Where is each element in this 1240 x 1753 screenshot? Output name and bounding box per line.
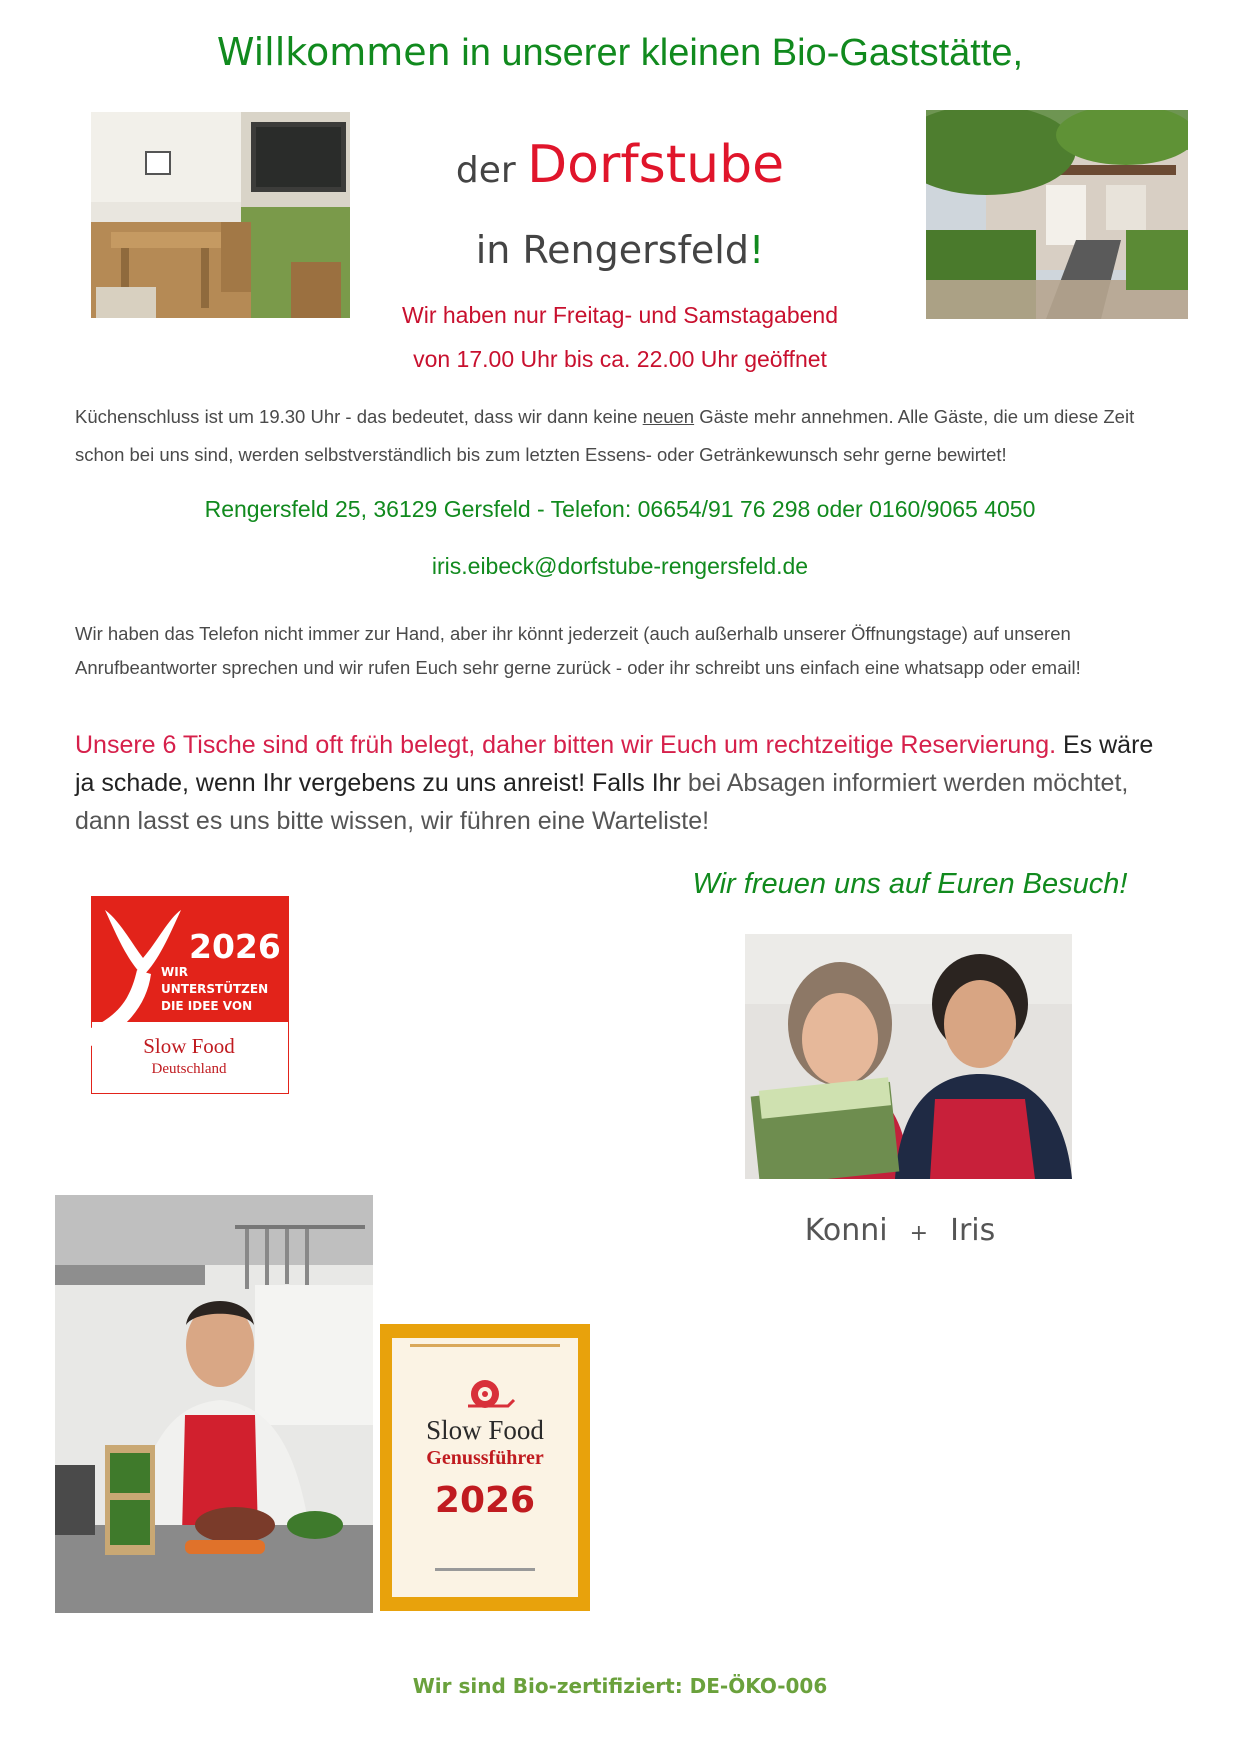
place-name: in Rengersfeld (475, 228, 749, 272)
address-phone: Rengersfeld 25, 36129 Gersfeld - Telefon: 06654/91 76 298 oder 0160/9065 4050 (204, 496, 1036, 522)
owners-photo (745, 934, 1072, 1179)
reservation-text (75, 726, 1175, 840)
owner-name-first: Konni (804, 1213, 888, 1248)
opening-days: Wir haben nur Freitag- und Samstagabend (402, 302, 838, 328)
guide-title: Genussführer (426, 1447, 544, 1469)
kitchen-text-part2: Gäste mehr annehmen. Alle Gäste, die um diese Zeit schon bei uns sind, werden selbstverständlich bis zum letzten Essens- oder Getränkewunsch sehr gerne bewirtet! (75, 406, 1135, 465)
article-der: der (455, 150, 528, 191)
restaurant-name: Dorfstube (527, 135, 785, 195)
guide-book-cover (380, 1324, 590, 1611)
place-line (400, 228, 840, 272)
exterior-photo (926, 110, 1188, 319)
guide-year: 2026 (434, 1480, 536, 1521)
badge-line2: UNTERSTÜTZEN (161, 982, 269, 996)
chef-photo (55, 1195, 373, 1613)
badge-brand: Slow Food (143, 1034, 235, 1058)
restaurant-name-line (400, 135, 840, 195)
opening-times: von 17.00 Uhr bis ca. 22.00 Uhr geöffnet (413, 346, 827, 372)
owner-names-plus: + (909, 1221, 929, 1246)
kitchen-closing-text (75, 398, 1175, 474)
reservation-part3: bei Absagen informiert werden möchtet, dann lasst es uns bitte wissen, wir führen eine Warteliste! (75, 769, 1129, 835)
page-title (0, 30, 1240, 75)
kitchen-text-part1: Küchenschluss ist um 19.30 Uhr - das bedeutet, dass wir dann keine (75, 406, 643, 427)
welcome-message: Wir freuen uns auf Euren Besuch! (692, 868, 1128, 900)
title-welcome-word: Willkommen (216, 30, 451, 74)
owner-names (750, 1213, 1050, 1248)
badge-line3: DIE IDEE VON (161, 999, 253, 1013)
slowfood-badge (91, 896, 289, 1094)
email-link[interactable]: iris.eibeck@dorfstube-rengersfeld.de (431, 553, 809, 579)
interior-photo (91, 112, 350, 318)
bio-certification: Wir sind Bio-zertifiziert: DE-ÖKO-006 (412, 1674, 828, 1698)
badge-year: 2026 (189, 927, 281, 966)
guide-brand: Slow Food (426, 1415, 544, 1445)
reservation-part1: Unsere 6 Tische sind oft früh belegt, daher bitten wir Euch um rechtzeitige Reservierung. (75, 731, 1057, 759)
badge-line1: WIR (161, 965, 188, 979)
phone-note: Wir haben das Telefon nicht immer zur Hand, aber ihr könnt jederzeit (auch außerhalb unserer Öffnungstage) auf unseren Anrufbeantworter sprechen und wir rufen Euch sehr gerne zurück - oder ihr schreibt uns einfach eine whatsapp oder email! (75, 623, 1081, 678)
title-rest: in unserer kleinen Bio-Gaststätte, (450, 32, 1024, 74)
owner-name-second: Iris (950, 1213, 996, 1248)
kitchen-text-underlined: neuen (642, 406, 695, 427)
reservation-part2: Es wäre ja schade, wenn Ihr vergebens zu uns anreist! Falls Ihr (75, 731, 1154, 797)
badge-country: Deutschland (151, 1061, 227, 1077)
place-exclamation: ! (749, 228, 765, 272)
